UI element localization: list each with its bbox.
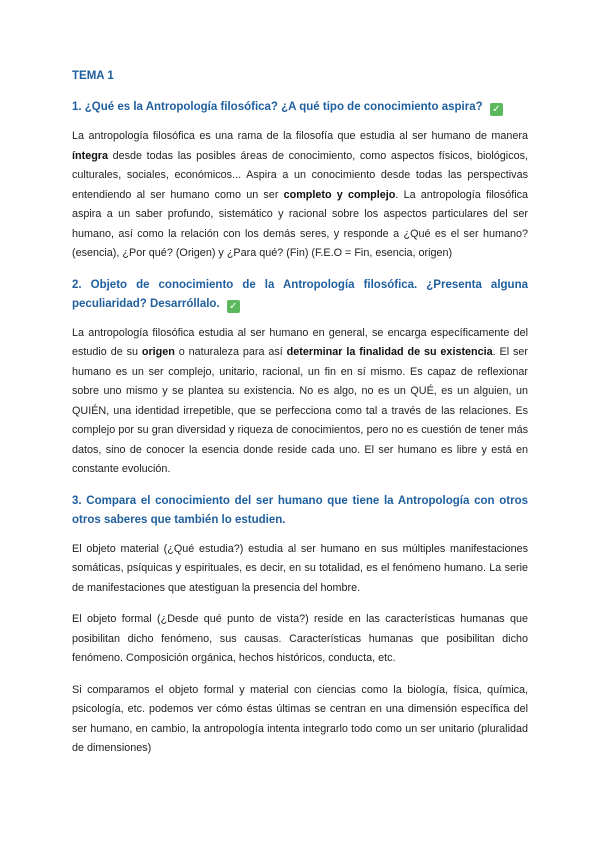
q1-bold-completo: completo y complejo <box>283 188 396 201</box>
question-3-title: 3. Compara el conocimiento del ser humano que tiene la Antropología con otros otros saberes que también lo estudien. <box>72 494 528 526</box>
q2-text-c: o naturaleza para así <box>174 346 287 358</box>
question-1-heading <box>72 98 528 117</box>
q2-bold-finalidad: determinar la finalidad de su existencia <box>286 346 493 358</box>
q1-text-e: . La antropología filosófica aspira a un saber profundo, sistemático y racional sobre los aspectos particulares del ser humano, así como la relación con los demás seres, y responde a ¿Qué es el ser humano? (esencia), ¿Por qué? (Origen) y ¿Para qué? (Fin) (F.E.O = Fin, esencia, origen) <box>72 188 529 259</box>
question-1-title: 1. ¿Qué es la Antropología filosófica? ¿A qué tipo de conocimiento aspira? <box>72 101 483 113</box>
check-mark-icon: ✓ <box>490 103 503 116</box>
q2-text-e: . El ser humano es un ser complejo, unitario, racional, un fin en sí mismo. Es capaz de reflexionar sobre uno mismo y se plantea su existencia. No es algo, no es un QUÉ, es un alguien, un QUIÉN, una identidad irrepetible, que se perfecciona como tal a través de las relaciones. Es complejo por su gran diversidad y riqueza de conocimientos, pero no es cuestión de tener más datos, sino de conocer la esencia donde reside cada uno. El ser humano es libre y está en constante evolución. <box>72 346 529 475</box>
question-1-answer <box>72 127 528 264</box>
question-2-heading <box>72 276 528 314</box>
q1-text-a: La antropología filosófica es una rama de la filosofía que estudia al ser humano de manera <box>72 130 528 142</box>
q1-text-c: desde todas las posibles áreas de conocimiento, como aspectos físicos, biológicos, culturales, sociales, económicos... Aspira a un conocimiento desde todas las perspectivas entendiendo al ser humano como un ser <box>72 149 528 201</box>
question-3-paragraph-3: Si comparamos el objeto formal y material con ciencias como la biología, física, química, psicología, etc. podemos ver cómo éstas últimas se centran en una dimensión específica del ser humano, en cambio, la antropología intenta integrarlo todo como un ser unitario (pluralidad de dimensiones) <box>72 683 528 754</box>
question-3-paragraph-2: El objeto formal (¿Desde qué punto de vista?) reside en las características humanas que posibilitan dicho fenómeno, sus causas. Características humanas que posibilitan dicho fenómeno. Composición orgánica, hechos históricos, conducta, etc. <box>72 613 528 664</box>
q2-text-a: La antropología filosófica estudia al ser humano en general, se encarga específicamente del estudio de su <box>72 326 528 358</box>
question-3-paragraph-1: El objeto material (¿Qué estudia?) estudia al ser humano en sus múltiples manifestaciones somáticas, psíquicas y espirituales, es decir, en su totalidad, es el fenómeno humano. La serie de manifestaciones que atestiguan la presencia del hombre. <box>72 542 528 594</box>
question-3-heading <box>72 492 528 530</box>
question-2-answer <box>72 324 528 480</box>
q1-bold-integra: íntegra <box>72 149 108 162</box>
question-2-title: 2. Objeto de conocimiento de la Antropología filosófica. ¿Presenta alguna peculiaridad? Desarróllalo. <box>72 278 528 310</box>
q2-bold-origen: origen <box>141 346 175 358</box>
section-title: TEMA 1 <box>72 70 114 82</box>
check-mark-icon: ✓ <box>227 300 240 313</box>
